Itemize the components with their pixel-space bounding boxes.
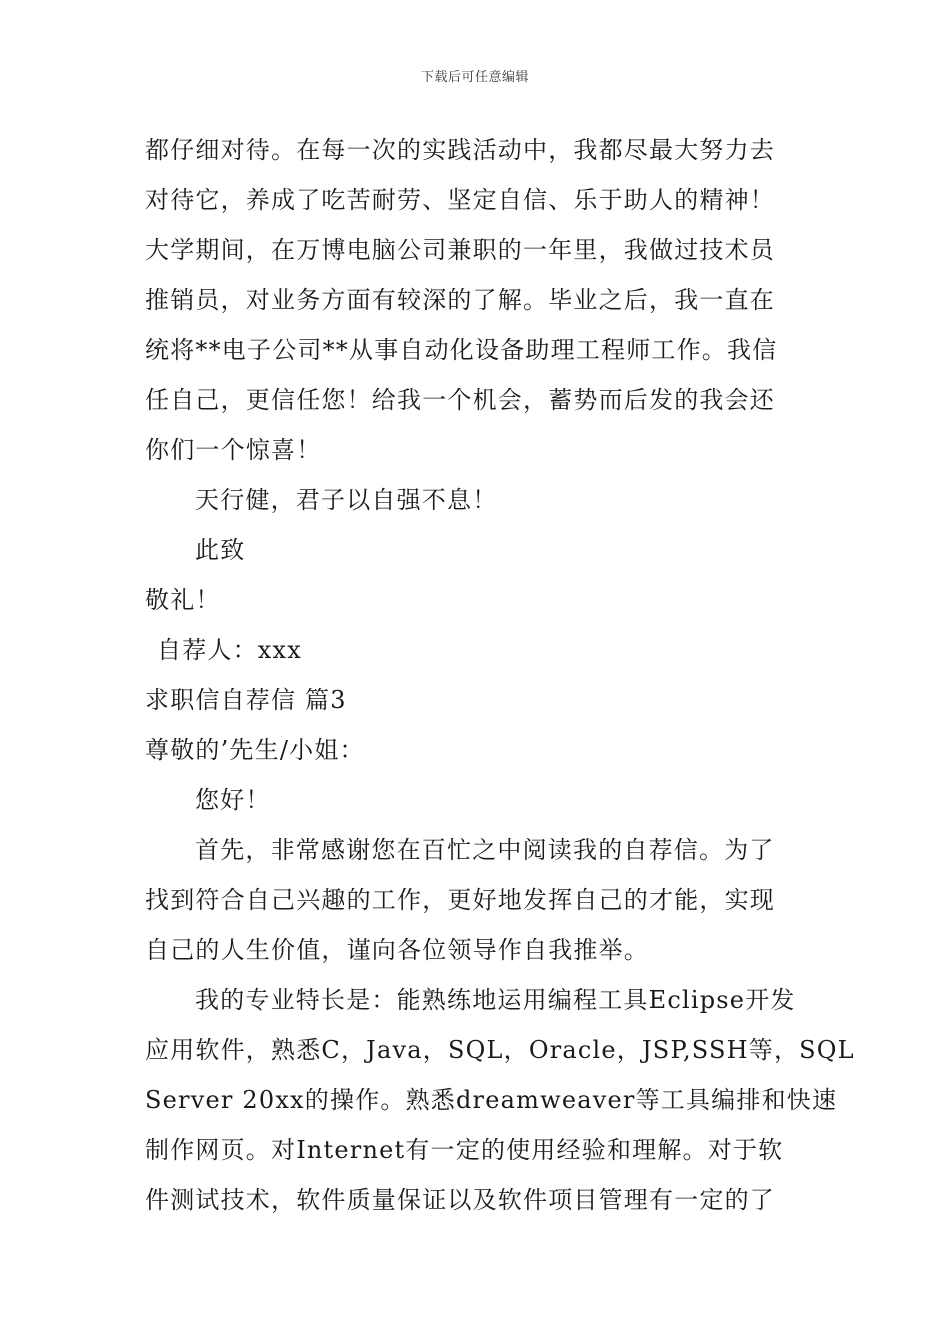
page-header-note: 下载后可任意编辑 (420, 70, 529, 85)
closing-line: 此致 (195, 536, 246, 564)
text-line: 我的专业特长是：能熟练地运用编程工具Eclipse开发 (195, 986, 796, 1014)
greeting-line: 您好！ (195, 786, 271, 814)
text-line: 推销员，对业务方面有较深的了解。毕业之后，我一直在 (145, 286, 775, 314)
text-line: 大学期间，在万博电脑公司兼职的一年里，我做过技术员 (145, 236, 775, 264)
text-line: 任自己，更信任您！给我一个机会，蓄势而后发的我会还 (145, 386, 775, 414)
text-line: 都仔细对待。在每一次的实践活动中，我都尽最大努力去 (145, 136, 775, 164)
text-line: 对待它，养成了吃苦耐劳、坚定自信、乐于助人的精神！ (145, 186, 775, 214)
text-line: Server 20xx的操作。熟悉dreamweaver等工具编排和快速 (145, 1086, 838, 1114)
text-line: 找到符合自己兴趣的工作，更好地发挥自己的才能，实现 (145, 886, 775, 914)
text-line: 制作网页。对Internet有一定的使用经验和理解。对于软 (145, 1136, 784, 1164)
text-line: 首先，非常感谢您在百忙之中阅读我的自荐信。为了 (195, 836, 775, 864)
motto-line: 天行健，君子以自强不息！ (195, 486, 498, 514)
letter-body (145, 125, 855, 1225)
text-line: 自己的人生价值，谨向各位领导作自我推举。 (145, 936, 649, 964)
section-title: 求职信自荐信 篇3 (145, 686, 347, 714)
salutation-line: 敬礼！ (145, 586, 221, 614)
text-line: 统将**电子公司**从事自动化设备助理工程师工作。我信 (145, 336, 778, 364)
greeting-line: 尊敬的’先生/小姐： (145, 736, 365, 764)
text-line: 应用软件，熟悉C，Java，SQL，Oracle，JSP,SSH等，SQL (145, 1036, 855, 1064)
text-line: 件测试技术，软件质量保证以及软件项目管理有一定的了 (145, 1186, 775, 1214)
signature-line: 自荐人：xxx (157, 636, 303, 664)
text-line: 你们一个惊喜！ (145, 436, 322, 464)
